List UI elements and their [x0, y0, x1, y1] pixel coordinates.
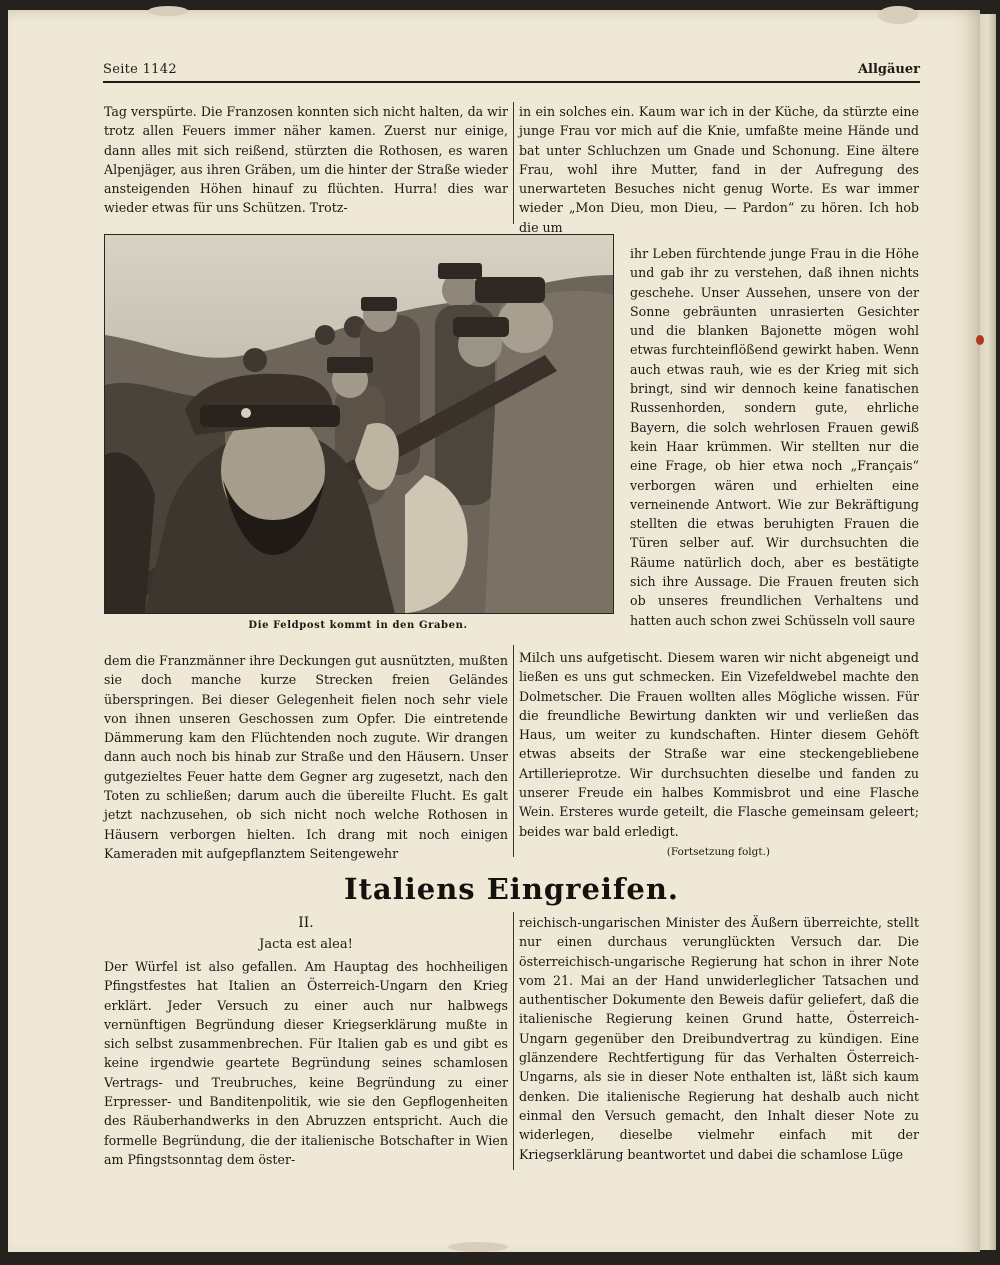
page-number: Seite 1142: [103, 62, 177, 77]
photo-illustration: [105, 235, 613, 613]
column-divider: [513, 645, 514, 857]
article-right-lower: [519, 648, 919, 844]
article-headline: Italiens Eingreifen.: [343, 872, 680, 906]
paragraph: reichisch-ungarischen Minister des Äußern überreichte, stellt nur einen durchaus verunglückten Versuch dar. Die österreichisch-ungarische Regierung hat schon in ihrer Note vom 21. Mai an der Hand unwiderleglicher Tatsachen und authentischer Dokumente den Beweis dafür geliefert, daß die italienische Regierung keinen Grund hatte, Österreich-Ungarn gegenüber den Dreibundvertrag zu kündigen. Eine glänzendere Rechtfertigung für das Verhalten Österreich-Ungarns, als sie in dieser Note enthalten ist, läßt sich kaum denken. Die italienische Regierung hat deshalb auch nicht einmal den Versuch gemacht, den Inhalt dieser Note zu widerlegen, dieselbe vielmehr einfach mit der Kriegserklärung beantwortet und dabei die schamlose Lüge: [519, 915, 919, 1162]
paragraph: Tag verspürte. Die Franzosen konnten sich nicht halten, da wir trotz allen Feuers immer näher kamen. Zuerst nur einige, dann alles mit sich reißend, stürzten die Rothosen, es waren Alpenjäger, aus ihren Gräben, um die hinter der Straße wieder ansteigenden Höhen hinauf zu flüchten. Hurra! dies war wieder etwas für uns Schützen. Trotz-: [104, 104, 508, 216]
punch-hole: [448, 1242, 508, 1252]
article-left-upper: [104, 102, 508, 224]
continuation-note: (Fortsetzung folgt.): [666, 846, 770, 858]
article-right-upper: [519, 102, 919, 243]
column-divider: [513, 102, 514, 224]
photo-caption: Die Feldpost kommt in den Graben.: [248, 620, 468, 631]
paragraph: Der Würfel ist also gefallen. Am Hauptag des hochheiligen Pfingstfestes hat Italien an Österreich-Ungarn den Krieg erklärt. Jeder Versuch zu einer auch nur halbwegs vernünftigen Begründung dieser Kriegserklärung mußte in sich selbst zusammenbrechen. Für Italien gab es und gibt es keine irgendwie geartete Begründung seines schamlosen Vertrags- und Treubruches, keine Begründung zu einer Erpresser- und Banditenpolitik, wie sie den Gepflogenheiten des Räuberhandwerks in den Abruzzen entspricht. Auch die formelle Begründung, die der italienische Botschafter in Wien am Pfingstsonntag dem öster-: [104, 959, 508, 1167]
paragraph: dem die Franzmänner ihre Deckungen gut ausnützten, mußten sie doch manche kurze Strecken freien Geländes überspringen. Bei dieser Gelegenheit fielen noch sehr viele von ihnen unseren Geschossen zum Opfer. Die eintretende Dämmerung kam den Flüchtenden noch zugute. Wir drangen dann auch noch bis hinab zur Straße und den Häusern. Unser gutgezieltes Feuer hatte dem Gegner arg zugesetzt, nach den Toten zu schließen; darum auch die übereilte Flucht. Es galt jetzt nachzusehen, ob sich nicht noch welche Rothosen in Häusern verborgen hielten. Ich drang mit noch einigen Kameraden mit aufgepflanztem Seitengewehr: [104, 653, 508, 861]
article-right-narrow: [630, 244, 919, 647]
trench-photo: [104, 234, 614, 614]
header-rule: [103, 81, 920, 83]
page-header: [103, 60, 920, 82]
article-motto: Jacta est alea!: [259, 937, 353, 952]
article-left-lower: [104, 651, 508, 861]
paragraph: in ein solches ein. Kaum war ich in der Küche, da stürzte eine junge Frau vor mich auf die Knie, umfaßte meine Hände und bat unter Schluchzen um Gnade und Schonung. Eine ältere Frau, wohl ihre Mutter, fand in der Aufregung des unerwarteten Besuches nicht genug Worte. Es war immer wieder „Mon Dieu, mon Dieu, — Pardon“ zu hören. Ich hob die um: [519, 104, 919, 235]
ink-stain: [976, 335, 984, 345]
punch-hole: [148, 6, 188, 16]
section-number: II.: [298, 915, 314, 931]
magazine-title: Allgäuer: [857, 62, 920, 77]
article-bottom-right: [519, 913, 919, 1169]
column-divider: [513, 912, 514, 1170]
paragraph: Milch uns aufgetischt. Diesem waren wir nicht abgeneigt und ließen es uns gut schmecken. Ein Vizefeldwebel machte den Dolmetscher. Die Frauen wollten alles Mögliche wissen. Für die freundliche Bewirtung dankten wir und verließen das Haus, um weiter zu kundschaften. Hinter diesem Gehöft etwas abseits der Straße war eine steckengebliebene Artillerieprotze. Wir durchsuchten dieselbe und fanden zu unserer Freude ein halbes Kommisbrot und eine Flasche Wein. Ersteres wurde geteilt, die Flasche gemeinsam geleert; beides war bald erledigt.: [519, 650, 919, 839]
paragraph: ihr Leben fürchtende junge Frau in die Höhe und gab ihr zu verstehen, daß ihnen nichts geschehe. Unser Aussehen, unsere von der Sonne gebräunten unrasierten Gesichter und die blanken Bajonette mögen wohl etwas furchteinflößend gewirkt haben. Wenn auch etwas rauh, wie es der Krieg mit sich bringt, sind wir dennoch keine fanatischen Russenhorden, sondern gute, ehrliche Bayern, die solch wehrlosen Frauen gewiß kein Haar krümmen. Wir stellten nur die eine Frage, ob hier etwa noch „Français“ verborgen wären und erhielten eine verneinende Antwort. Wie zur Bekräftigung stellten die etwas beruhigten Frauen die Türen selber auf. Wir durchsuchten die Räume natürlich doch, aber es bestätigte sich ihre Aussage. Die Frauen freuten sich ob unseres freundlichen Verhaltens und hatten auch schon zwei Schüsseln voll saure: [630, 246, 919, 628]
article-bottom-left: [104, 957, 508, 1169]
punch-hole: [878, 6, 918, 24]
